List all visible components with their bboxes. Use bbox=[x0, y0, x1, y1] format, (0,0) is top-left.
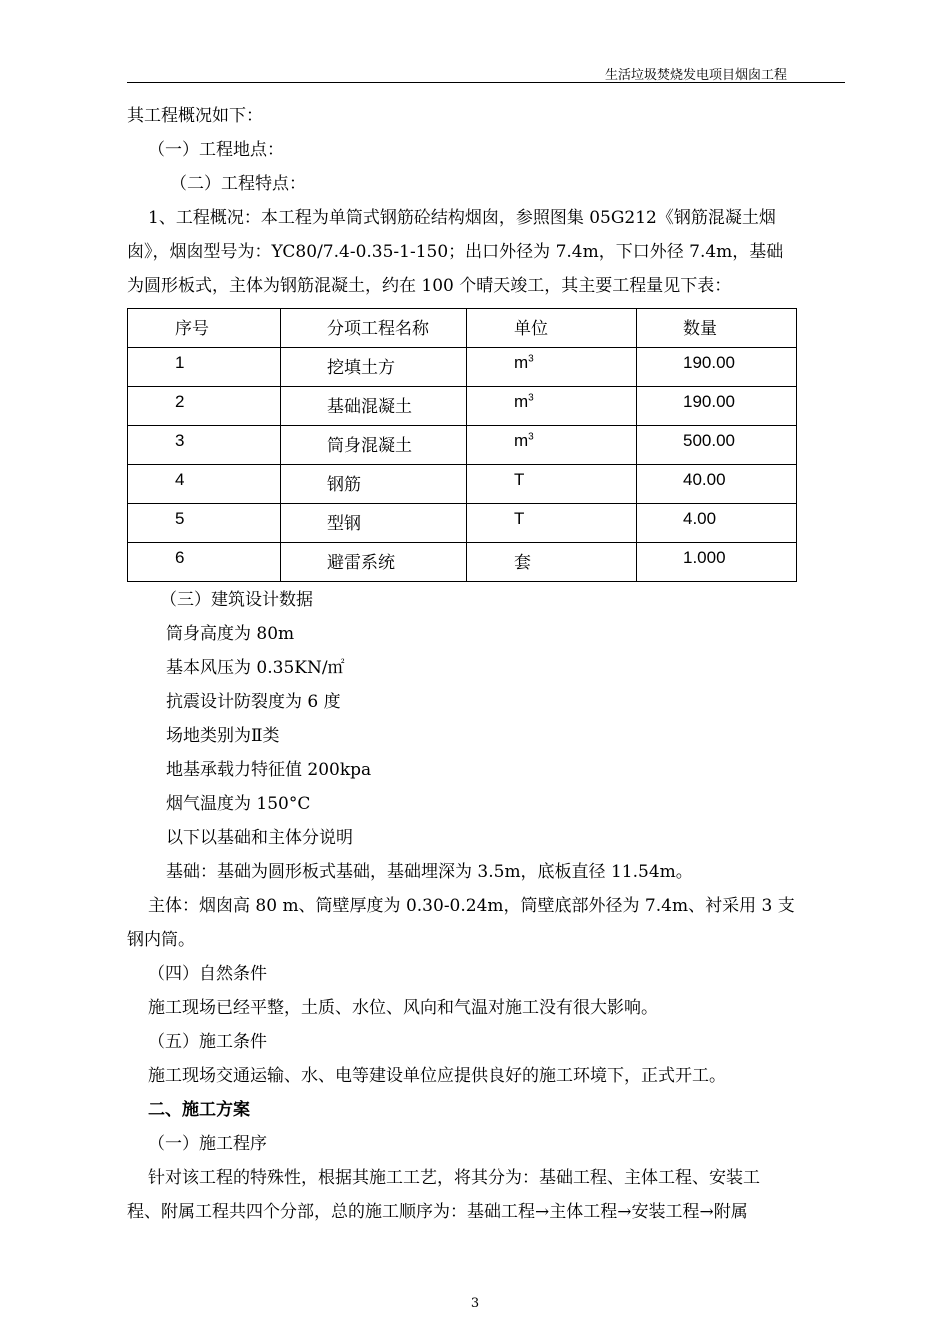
table-row: 3 筒身混凝土 $m^3$ 500.00 bbox=[128, 426, 797, 465]
table-row: 5 型钢 T 4.00 bbox=[128, 504, 797, 543]
section-design-data: （三）建筑设计数据 bbox=[160, 590, 313, 610]
page-number: 3 bbox=[470, 1296, 480, 1311]
natural-text: 施工现场已经平整，土质、水位、风向和气温对施工没有很大影响。 bbox=[148, 998, 658, 1018]
overview-line-1: 1、工程概况：本工程为单筒式钢筋砼结构烟囱，参照图集 05G212《钢筋混凝土烟 bbox=[148, 208, 776, 228]
header-unit: 单位 bbox=[514, 319, 548, 339]
table-row: 6 避雷系统 套 1.000 bbox=[128, 543, 797, 582]
table-header-row bbox=[128, 309, 797, 348]
table-row: 4 钢筋 T 40.00 bbox=[128, 465, 797, 504]
section-features: （二）工程特点： bbox=[170, 174, 306, 194]
design-item: 地基承载力特征值 200kpa bbox=[166, 760, 372, 780]
overview-line-2: 囱》，烟囱型号为：YC80/7.4-0.35-1-150；出口外径为 7.4m，下口外径 7.4m，基础 bbox=[127, 242, 784, 262]
table-row: 1 挖填土方 $m^3$ 190.00 bbox=[128, 348, 797, 387]
design-item: 烟气温度为 150°C bbox=[166, 794, 311, 814]
conditions-text: 施工现场交通运输、水、电等建设单位应提供良好的施工环境下，正式开工。 bbox=[148, 1066, 726, 1086]
procedure-line-1: 针对该工程的特殊性，根据其施工工艺，将其分为：基础工程、主体工程、安装工 bbox=[148, 1168, 760, 1188]
header-name: 分项工程名称 bbox=[327, 319, 429, 339]
header-no: 序号 bbox=[175, 319, 209, 339]
section-procedure: （一）施工程序 bbox=[148, 1134, 267, 1154]
table-row: 2 基础混凝土 $m^3$ 190.00 bbox=[128, 387, 797, 426]
intro-text: 其工程概况如下： bbox=[127, 106, 263, 126]
design-item: 基本风压为 0.35KN/㎡ bbox=[166, 658, 345, 678]
design-item: 场地类别为Ⅱ类 bbox=[166, 726, 280, 746]
procedure-line-2: 程、附属工程共四个分部，总的施工顺序为：基础工程→主体工程→安装工程→附属 bbox=[127, 1202, 748, 1222]
main-body-line-2: 钢内筒。 bbox=[127, 930, 195, 950]
quantity-table bbox=[127, 308, 797, 582]
page-header bbox=[127, 62, 845, 83]
design-item: 筒身高度为 80m bbox=[166, 624, 295, 644]
section-conditions: （五）施工条件 bbox=[148, 1032, 267, 1052]
design-item: 抗震设计防裂度为 6 度 bbox=[166, 692, 341, 712]
header-title: 生活垃圾焚烧发电项目烟囱工程 bbox=[604, 68, 787, 83]
main-body-line-1: 主体：烟囱高 80 m、筒壁厚度为 0.30-0.24m，筒壁底部外径为 7.4m、衬采用 3 支 bbox=[148, 896, 795, 916]
chapter-title: 二、施工方案 bbox=[148, 1100, 250, 1120]
design-item: 基础：基础为圆形板式基础，基础埋深为 3.5m，底板直径 11.54m。 bbox=[166, 862, 693, 882]
header-qty: 数量 bbox=[683, 319, 717, 339]
overview-line-3: 为圆形板式，主体为钢筋混凝土，约在 100 个晴天竣工，其主要工程量见下表： bbox=[127, 276, 732, 296]
design-item: 以下以基础和主体分说明 bbox=[166, 828, 353, 848]
section-site: （一）工程地点： bbox=[148, 140, 284, 160]
section-natural: （四）自然条件 bbox=[148, 964, 267, 984]
